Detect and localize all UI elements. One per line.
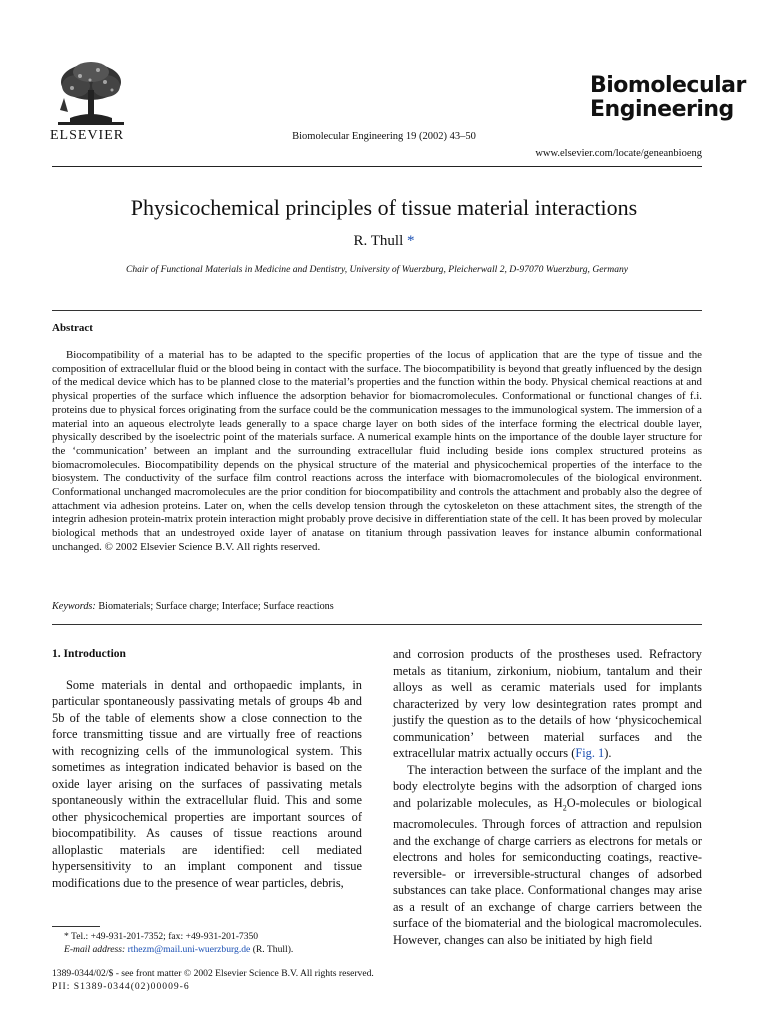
journal-citation: Biomolecular Engineering 19 (2002) 43–50 xyxy=(292,131,476,142)
journal-url[interactable]: www.elsevier.com/locate/geneanbioeng xyxy=(535,148,702,159)
author-affiliation: Chair of Functional Materials in Medicine and Dentistry, University of Wuerzburg, Pleicherwall 2, D-97070 Wuerzburg, Germany xyxy=(125,264,629,275)
corresponding-author-link[interactable]: * xyxy=(406,233,415,249)
interaction-paragraph xyxy=(393,762,702,949)
issn-line: 1389-0344/02/$ - see front matter © 2002 Elsevier Science B.V. All rights reserved. xyxy=(52,968,374,979)
footnote-divider xyxy=(52,926,100,927)
publisher-name: ELSEVIER xyxy=(50,128,125,143)
left-column xyxy=(52,646,362,891)
subscript: 2 xyxy=(562,802,567,812)
journal-title-line1: Biomolecular xyxy=(590,73,746,98)
keywords-divider xyxy=(52,624,702,625)
keywords-list: Biomaterials; Surface charge; Interface; Surface reactions xyxy=(98,601,334,612)
paragraph-text-cont: O-molecules or biological macromolecules. Through forces of attraction and repulsion and the exchange of charge carriers as electrons for metals or electrons and holes for semiconducting coatings, reactive-reversible- or irreversible-structural changes of adsorbed substances can take place. Conformational changes may arise as a result of an exchange of charge carriers between the surface of the biomaterial and the biological macromolecules. However, changes can also be initiated by high field xyxy=(393,795,702,947)
pii-line: PII: S1389-0344(02)00009-6 xyxy=(52,981,190,992)
paragraph-text: The interaction between the surface of the implant and the body electrolyte begins with the adsorption of charged ions and polarizable molecules, as H xyxy=(393,762,702,810)
keywords-line xyxy=(52,601,702,612)
contact-line: * Tel.: +49-931-201-7352; fax: +49-931-201-7350 xyxy=(64,931,259,942)
bottom-info xyxy=(52,967,374,993)
abstract-heading: Abstract xyxy=(52,322,93,334)
article-title: Physicochemical principles of tissue material interactions xyxy=(130,195,638,220)
paragraph-text-end: ). xyxy=(604,746,612,760)
journal-title-logo xyxy=(590,74,746,122)
journal-title-line2: Engineering xyxy=(590,97,734,122)
keywords-label: Keywords: xyxy=(52,601,96,612)
section-heading: 1. Introduction xyxy=(52,648,126,660)
footnote xyxy=(64,931,364,956)
email-suffix: (R. Thull). xyxy=(252,943,294,955)
email-link[interactable]: rthezm@mail.uni-wuerzburg.de xyxy=(127,943,251,955)
email-line xyxy=(64,944,364,957)
intro-paragraph: Some materials in dental and orthopaedic implants, in particular spontaneously passivating metals of groups 4b and 5b of the table of elements show a close connection to the force transmitting tissue and are virtually free of reactions with recognizing cells of the immunological system. This sometimes as integration indicated behavior is based on the oxide layer arising on the surfaces of passivating metals spontaneously within the extracellular fluid. This and some other physicochemical properties are important sources of biocompatibility. As causes of tissue reactions around alloplastic materials are identified: cell mediated hypersensitivity to an implant component and tissue modifications due to the presence of wear particles, debris, xyxy=(52,677,362,890)
abstract-divider xyxy=(52,310,702,311)
header-divider xyxy=(52,166,702,167)
author-line xyxy=(0,233,768,250)
elsevier-tree-logo xyxy=(50,60,132,130)
figure-link[interactable]: Fig. 1 xyxy=(575,746,605,760)
email-label: E-mail address: xyxy=(64,943,126,955)
author-name: R. Thull xyxy=(353,233,404,249)
right-column xyxy=(393,646,702,948)
intro-paragraph-continued xyxy=(393,646,702,762)
abstract-body: Biocompatibility of a material has to be adapted to the specific properties of the locus of application that are the type of tissue and the composition of extracellular fluid or the blood being in contact with the surface. The biocompatibility is beyond that greatly influenced by the design of the medical device which has to be planned close to the material’s properties and the function within the body. Physical chemical reactions at and physical properties of the surface which influence the adsorption behavior for biomacromolecules. Conformational or functional changes of f.i. proteins due to physical forces originating from the surface could be the communication messages to the immunological system. The immersion of a material into an aqueous electrolyte leads generally to a space charge layer on both sides of the interface forming the electrical double layer, physically described by the isoelectric point of the materials surface. A numerical example hints on the importance of the double layer structure for the ‘communication’ between an implant and the surrounding extracellular fluid including beside ions complex structured proteins as biomacromolecules. Biocompatibility depends on the physical structure of the material and physicochemical properties of the interface to the biosystem. The conductivity of the surface film control reactions across the interface with biomacromolecules of the biological environment. Conformational unchanged macromolecules are the prior condition for biocompatibility and controls the attachment and probably also the degree of attachment via adhesion proteins. Later on, when the cells develop tension through the cytoskeleton on these attachment sites, the strength of the integrin adhesion protein-matrix protein interaction might probably prove decisive in differentiation state of the cell. It has been proved by molecular biological methods that an undestroyed oxide layer of anatase on titanium through passivation leaves for instance albumin conformational unchanged. © 2002 Elsevier Science B.V. All rights reserved. xyxy=(52,349,702,553)
paragraph-text: and corrosion products of the prostheses used. Refractory metals as titanium, zirkonium, niobium, tantalum and their alloys as well as ceramic materials used for implants characterized by very low desintegration rates prompt and justify the question as to the details of how ‘physicochemical communication’ between material surfaces and the extracellular matrix actually occurs ( xyxy=(393,647,702,760)
